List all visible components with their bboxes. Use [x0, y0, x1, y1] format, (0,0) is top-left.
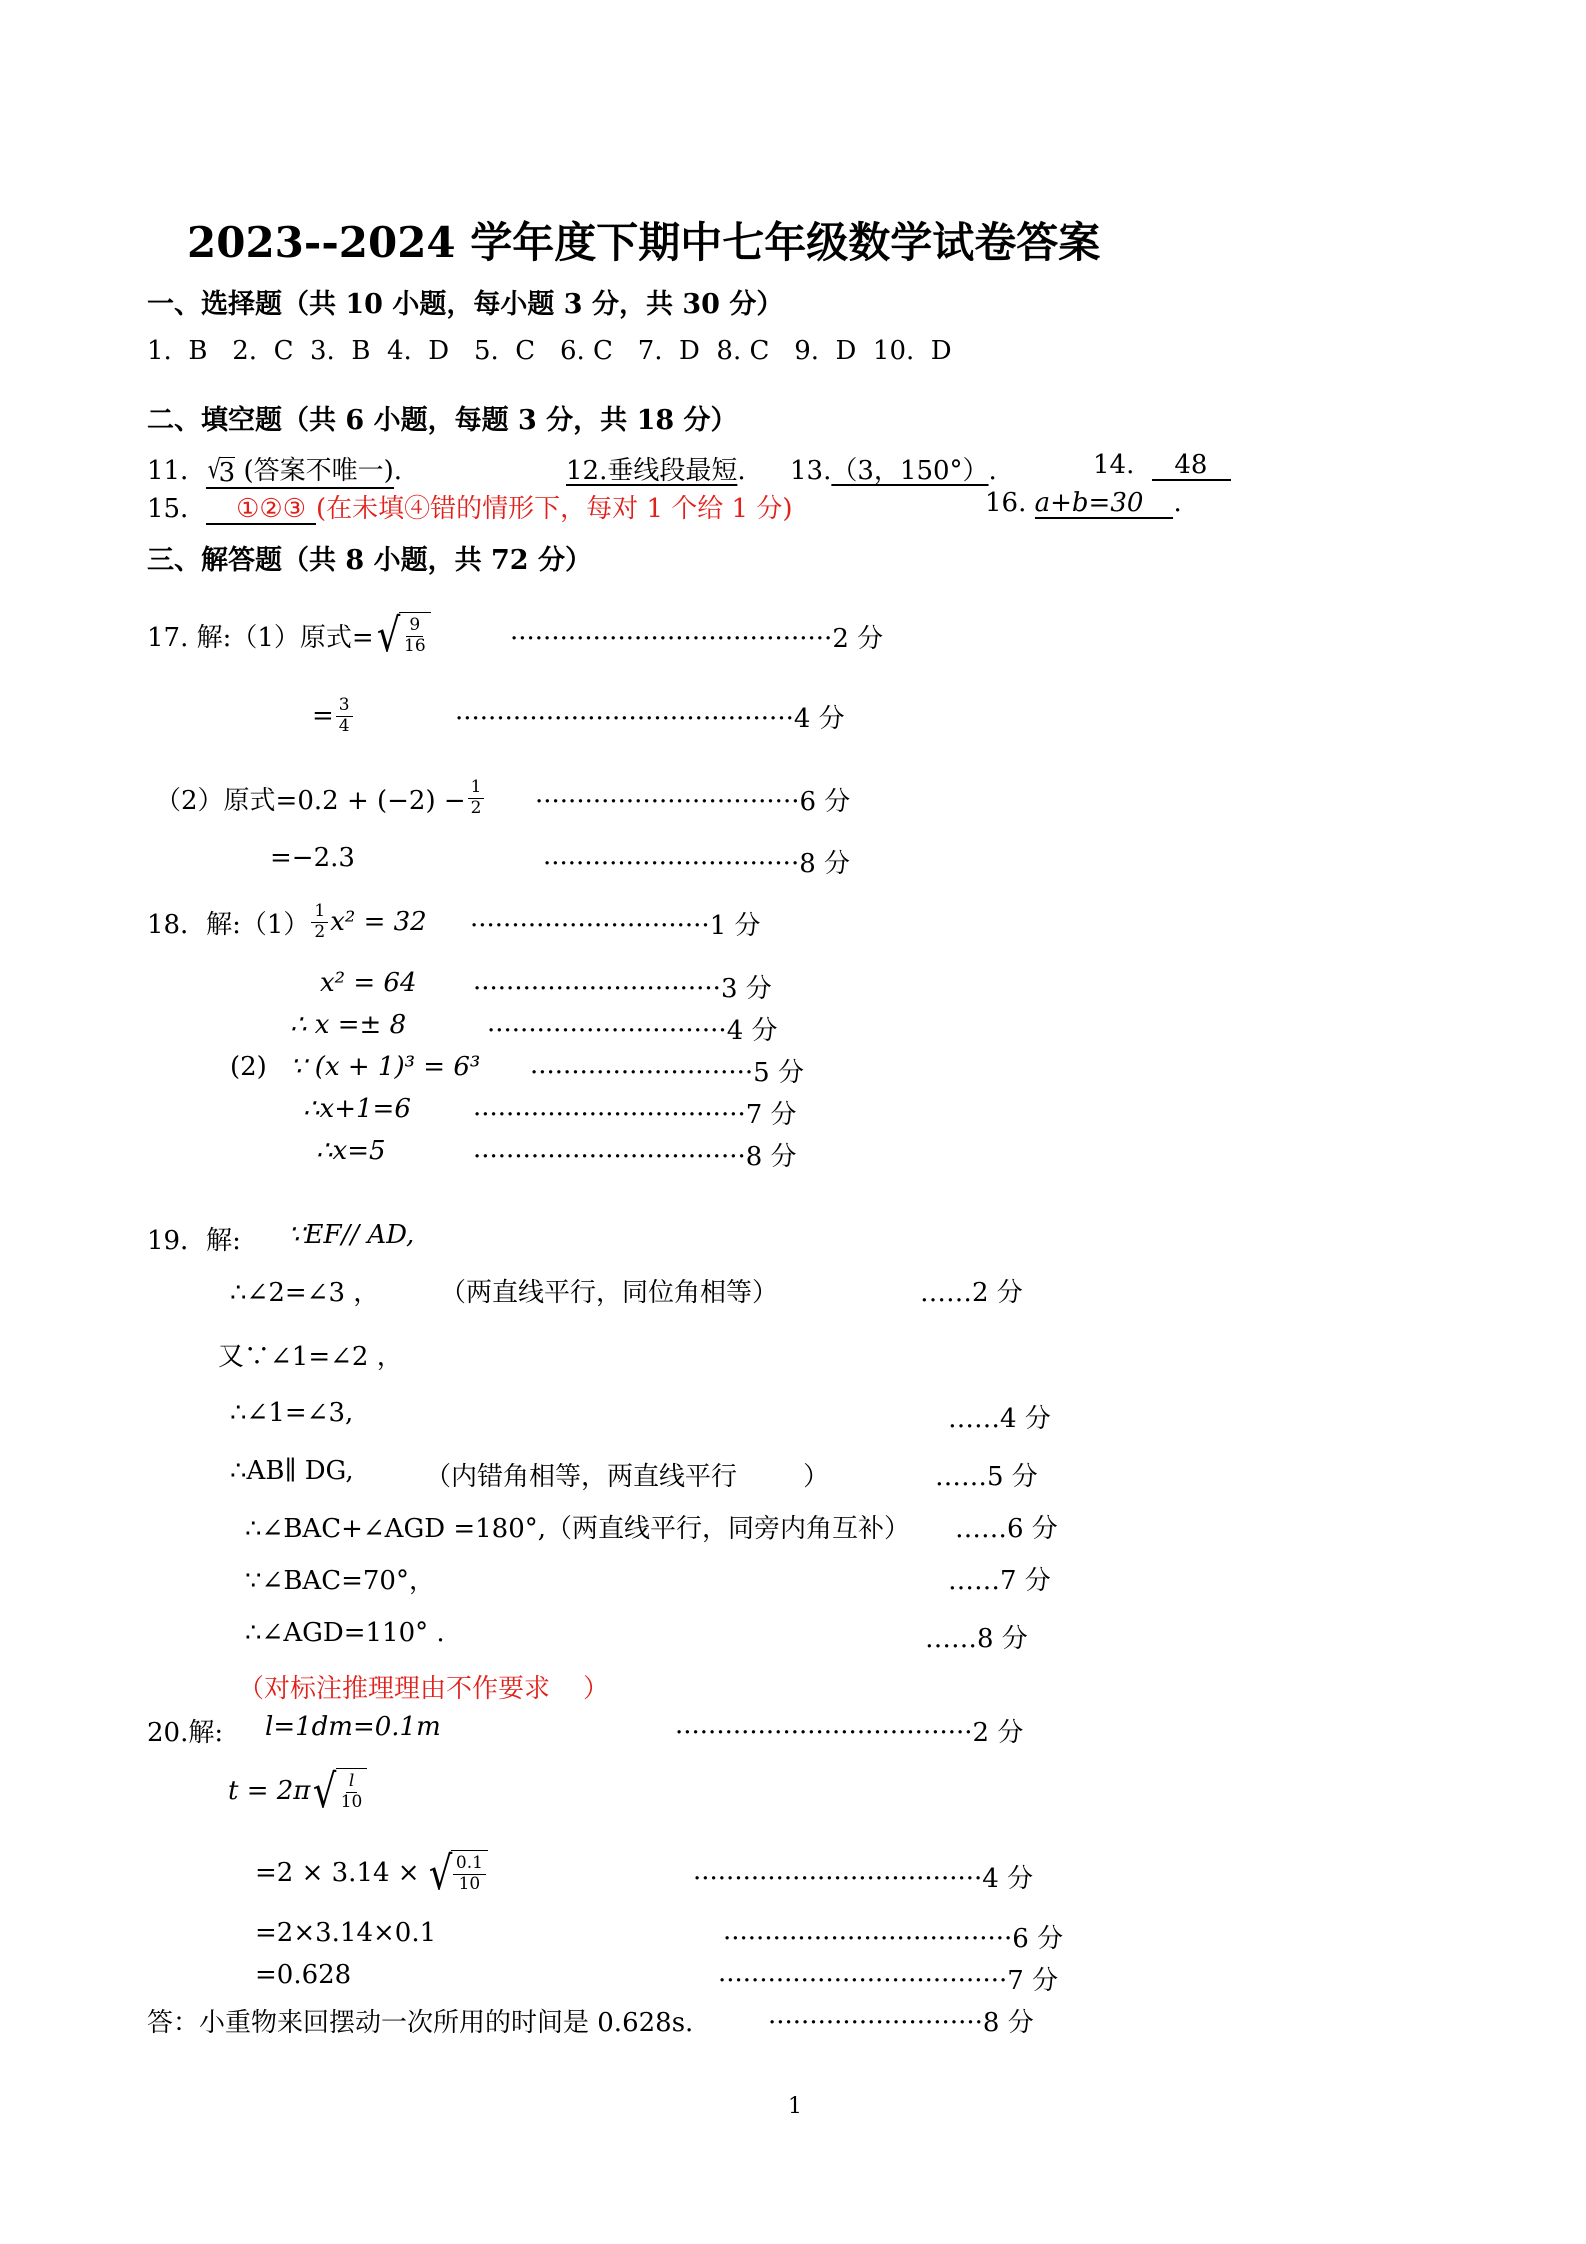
q20-line3: =2 × 3.14 × √ $\frac{0.1}{10}$: [255, 1838, 488, 1908]
q17-line3: （2）原式=0.2 + (−2) − $\frac{1}{2}$: [155, 768, 486, 828]
q20-line2: t = 2π √ $\frac{l}{10}$: [228, 1756, 367, 1826]
q20-line1-score: ····································2 分: [675, 1718, 1024, 1748]
q20-conclusion: 答：小重物来回摆动一次所用的时间是 0.628s.: [147, 2008, 694, 2038]
sqrt-symbol: √ $\frac{l}{10}$: [310, 1768, 367, 1814]
q19-line4-score: ……4 分: [948, 1404, 1051, 1434]
page-number: 1: [788, 2094, 802, 2119]
q17-line4: =−2.3: [270, 843, 355, 873]
q19-line2-score: ……2 分: [920, 1278, 1023, 1308]
choice-answers: 1. B 2. C 3. B 4. D 5. C 6. C 7. D 8. C 9. D 10. D: [147, 336, 952, 366]
q20-label: 20.解:: [147, 1718, 224, 1748]
q19-line5: ∴AB∥ DG,: [230, 1456, 354, 1486]
q19-line2-reason: （两直线平行，同位角相等）: [440, 1278, 779, 1308]
q19-line6-score: ……6 分: [955, 1514, 1058, 1544]
q15-answer: 15． ①②③ (在未填④错的情形下，每对 1 个给 1 分): [147, 494, 793, 524]
sqrt-symbol: √ 3: [207, 454, 236, 488]
q17-line1-score: ·······································2 分: [510, 624, 884, 654]
q18-line5: ∴x+1=6: [303, 1094, 411, 1124]
q18-part2-label: (2): [230, 1052, 267, 1082]
q19-line2: ∴∠2=∠3 ，: [230, 1278, 380, 1308]
q18-line4: ∵ (x + 1)³ = 6³: [290, 1052, 481, 1082]
q18-line6: ∴x=5: [316, 1136, 386, 1166]
q14-answer: 14. 48: [1093, 450, 1231, 481]
q13-answer: 13.（3，150°）.: [790, 456, 997, 486]
q19-line7: ∵∠BAC=70°，: [245, 1566, 435, 1596]
q18-line2-score: ······························3 分: [473, 974, 772, 1004]
q19-label: 19．解:: [147, 1226, 241, 1256]
q18-line3-score: ·····························4 分: [487, 1016, 778, 1046]
sqrt-symbol: √ $\frac{0.1}{10}$: [426, 1850, 488, 1896]
q20-line3-score: ···································4 分: [693, 1864, 1034, 1894]
q19-line3: 又∵∠1=∠2 ，: [218, 1342, 403, 1372]
q20-line4-score: ···································6 分: [723, 1924, 1064, 1954]
q16-answer: 16. a+b=30 .: [985, 488, 1182, 518]
q19-line6: ∴∠BAC+∠AGD =180°,（两直线平行，同旁内角互补）: [245, 1514, 911, 1544]
q19-line5-score: ……5 分: [935, 1462, 1038, 1492]
q19-line8-score: ……8 分: [925, 1624, 1028, 1654]
q18-line3: ∴ x =± 8: [290, 1010, 407, 1040]
q18-line6-score: ·································8 分: [473, 1142, 797, 1172]
q20-line4: =2×3.14×0.1: [255, 1918, 437, 1948]
q19-line8: ∴∠AGD=110° .: [245, 1618, 445, 1648]
q19-note: （对标注推理理由不作要求 ）: [238, 1674, 610, 1704]
section2-heading: 二、填空题（共 6 小题，每题 3 分，共 18 分）: [147, 405, 738, 436]
section3-heading: 三、解答题（共 8 小题，共 72 分）: [147, 545, 592, 576]
q18-line5-score: ·································7 分: [473, 1100, 797, 1130]
q17-line3-score: ································6 分: [535, 787, 851, 817]
q17-line4-score: ·······························8 分: [543, 849, 851, 879]
section1-heading: 一、选择题（共 10 小题，每小题 3 分，共 30 分）: [147, 289, 784, 320]
q20-line5: =0.628: [255, 1960, 352, 1990]
q20-line1: l=1dm=0.1m: [265, 1712, 441, 1742]
q17-line2: = $\frac{3}{4}$: [312, 686, 355, 746]
q17-line1: 17. 解:（1）原式= √ $\frac{9}{16}$: [147, 600, 431, 670]
q11-answer: 11． √ 3 (答案不唯一).: [147, 454, 403, 488]
q18-line1-score: ·····························1 分: [470, 911, 761, 941]
q19-line1: ∵EF// AD,: [288, 1220, 415, 1250]
sqrt-symbol: √ $\frac{9}{16}$: [374, 612, 431, 658]
q19-line4: ∴∠1=∠3,: [230, 1398, 354, 1428]
q19-line5-reason: （内错角相等，两直线平行 ）: [425, 1462, 830, 1492]
q17-line2-score: ·········································4 分: [455, 704, 845, 734]
q18-line2: x² = 64: [320, 968, 417, 998]
page-title: 2023--2024 学年度下期中七年级数学试卷答案: [187, 218, 1101, 267]
q20-line5-score: ···································7 分: [718, 1966, 1059, 1996]
q18-line1: 18．解:（1） $\frac{1}{2}$ x² = 32: [147, 900, 427, 942]
q18-line4-score: ···························5 分: [530, 1058, 804, 1088]
q12-answer: 12.垂线段最短.: [566, 456, 746, 486]
q19-line7-score: ……7 分: [948, 1566, 1051, 1596]
q20-conclusion-score: ··························8 分: [768, 2008, 1034, 2038]
